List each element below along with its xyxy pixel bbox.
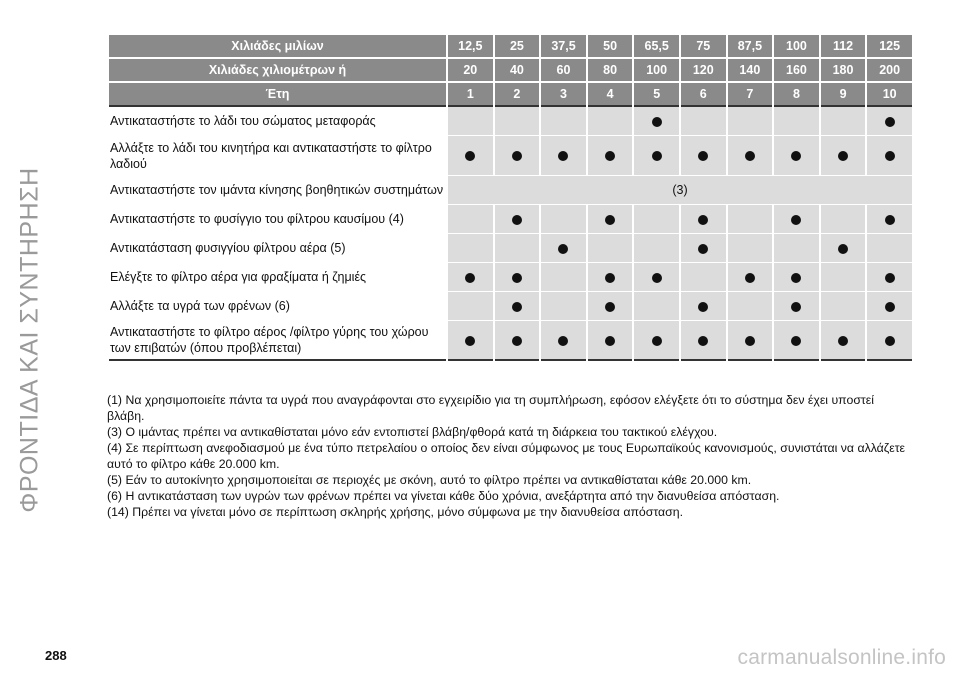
- header-interval-cell: 65,5: [634, 35, 679, 59]
- bullet-icon: [791, 151, 801, 161]
- interval-cell: [588, 263, 633, 292]
- interval-cell: [541, 234, 586, 263]
- header-interval-cell: 87,5: [728, 35, 773, 59]
- bullet-icon: [605, 302, 615, 312]
- bullet-icon: [512, 273, 522, 283]
- header-interval-cell: 3: [541, 83, 586, 107]
- header-interval-cell: 180: [821, 59, 866, 83]
- bullet-icon: [745, 273, 755, 283]
- footnotes: [107, 392, 907, 520]
- bullet-icon: [558, 336, 568, 346]
- bullet-icon: [652, 336, 662, 346]
- footnote: (4) Σε περίπτωση ανεφοδιασμού με ένα τύπο πετρελαίου ο οποίος δεν είναι σύμφωνος με τους Ευρωπαϊκούς κανονισμούς, συνιστάται να αλλάζετε αυτό το φίλτρο κάθε 20.000 km.: [107, 441, 906, 471]
- header-interval-cell: 75: [681, 35, 726, 59]
- interval-cell: [728, 205, 773, 234]
- header-interval-cell: 112: [821, 35, 866, 59]
- bullet-icon: [885, 336, 895, 346]
- bullet-icon: [558, 244, 568, 254]
- bullet-icon: [885, 273, 895, 283]
- bullet-icon: [558, 151, 568, 161]
- interval-cell: [448, 234, 493, 263]
- operation-label: Αλλάξτε το λάδι του κινητήρα και αντικαταστήστε το φίλτρο λαδιού: [109, 136, 446, 176]
- interval-cell: [495, 136, 540, 176]
- header-row: [109, 83, 912, 107]
- interval-cell: [495, 263, 540, 292]
- footnote: (14) Πρέπει να γίνεται μόνο σε περίπτωση σκληρής χρήσης, μόνο σύμφωνα με την διανυθείσα απόσταση.: [107, 505, 683, 519]
- interval-cell: [821, 292, 866, 321]
- header-interval-cell: 10: [867, 83, 912, 107]
- header-interval-cell: 9: [821, 83, 866, 107]
- footnote: (3) Ο ιμάντας πρέπει να αντικαθίσταται μόνο εάν εντοπιστεί βλάβη/φθορά κατά τη διάρκεια του τακτικού ελέγχου.: [107, 425, 718, 439]
- interval-cell: [681, 136, 726, 176]
- header-interval-cell: 6: [681, 83, 726, 107]
- interval-cell: [448, 107, 493, 136]
- header-interval-cell: 100: [634, 59, 679, 83]
- bullet-icon: [465, 273, 475, 283]
- bullet-icon: [838, 244, 848, 254]
- header-interval-cell: 25: [495, 35, 540, 59]
- interval-cell: [681, 263, 726, 292]
- interval-cell: [541, 292, 586, 321]
- table-row: [109, 263, 912, 292]
- header-interval-cell: 8: [774, 83, 819, 107]
- header-row: [109, 35, 912, 59]
- header-interval-cell: 20: [448, 59, 493, 83]
- interval-cell: [821, 321, 866, 361]
- interval-cell: [634, 321, 679, 361]
- interval-cell: [588, 205, 633, 234]
- interval-cell: [728, 292, 773, 321]
- interval-cell: [681, 321, 726, 361]
- interval-cell: [495, 205, 540, 234]
- bullet-icon: [605, 215, 615, 225]
- operation-label: Αντικαταστήστε το φίλτρο αέρος /φίλτρο γύρης του χώρου των επιβατών (όπου προβλέπεται): [109, 321, 446, 361]
- operation-label: Αντικαταστήστε το λάδι του σώματος μεταφοράς: [109, 107, 446, 136]
- header-interval-cell: 200: [867, 59, 912, 83]
- interval-cell: [495, 107, 540, 136]
- interval-cell: [541, 136, 586, 176]
- interval-cell: [541, 205, 586, 234]
- header-row: [109, 59, 912, 83]
- operation-label: Αντικατάσταση φυσιγγίου φίλτρου αέρα (5): [109, 234, 446, 263]
- bullet-icon: [698, 151, 708, 161]
- interval-cell: [774, 234, 819, 263]
- interval-cell: [728, 234, 773, 263]
- table-row: [109, 107, 912, 136]
- interval-cell: [448, 205, 493, 234]
- bullet-icon: [605, 273, 615, 283]
- bullet-icon: [512, 151, 522, 161]
- interval-cell: [867, 263, 912, 292]
- interval-cell: [728, 321, 773, 361]
- bullet-icon: [652, 151, 662, 161]
- interval-cell: [728, 107, 773, 136]
- header-interval-cell: 80: [588, 59, 633, 83]
- table-header: [109, 35, 912, 107]
- header-interval-cell: 5: [634, 83, 679, 107]
- table-row: [109, 292, 912, 321]
- footnote: (5) Εάν το αυτοκίνητο χρησιμοποιείται σε περιοχές με σκόνη, αυτό το φίλτρο πρέπει να αντικαθίσταται κάθε 20.000 km.: [107, 473, 752, 487]
- bullet-icon: [512, 302, 522, 312]
- interval-cell: [867, 321, 912, 361]
- section-side-title: ΦΡΟΝΤΙΔΑ ΚΑΙ ΣΥΝΤΗΡΗΣΗ: [15, 167, 44, 513]
- bullet-icon: [698, 302, 708, 312]
- header-interval-cell: 140: [728, 59, 773, 83]
- operation-label: Αλλάξτε τα υγρά των φρένων (6): [109, 292, 446, 321]
- bullet-icon: [652, 273, 662, 283]
- interval-cell: [681, 107, 726, 136]
- table-row: [109, 176, 912, 205]
- bullet-icon: [745, 336, 755, 346]
- interval-cell: [774, 292, 819, 321]
- interval-cell: [774, 205, 819, 234]
- interval-cell: [448, 263, 493, 292]
- interval-cell: [634, 292, 679, 321]
- header-interval-cell: 40: [495, 59, 540, 83]
- merged-note-cell: (3): [448, 176, 912, 205]
- table-row: [109, 321, 912, 361]
- header-interval-cell: 1: [448, 83, 493, 107]
- bullet-icon: [605, 151, 615, 161]
- footnote: (6) Η αντικατάσταση των υγρών των φρένων πρέπει να γίνεται κάθε δύο χρόνια, ανεξάρτητα από την διανυθείσα απόσταση.: [107, 489, 780, 503]
- bullet-icon: [838, 336, 848, 346]
- interval-cell: [588, 321, 633, 361]
- interval-cell: [821, 205, 866, 234]
- interval-cell: [495, 292, 540, 321]
- table-row: [109, 205, 912, 234]
- page-number: 288: [45, 648, 67, 663]
- interval-cell: [588, 292, 633, 321]
- bullet-icon: [465, 151, 475, 161]
- bullet-icon: [791, 336, 801, 346]
- interval-cell: [867, 107, 912, 136]
- interval-cell: [867, 136, 912, 176]
- bullet-icon: [838, 151, 848, 161]
- interval-cell: [774, 136, 819, 176]
- bullet-icon: [791, 302, 801, 312]
- header-interval-cell: 4: [588, 83, 633, 107]
- interval-cell: [728, 136, 773, 176]
- bullet-icon: [652, 117, 662, 127]
- header-interval-cell: 160: [774, 59, 819, 83]
- interval-cell: [681, 205, 726, 234]
- bullet-icon: [698, 215, 708, 225]
- header-interval-cell: 100: [774, 35, 819, 59]
- table-body: [109, 107, 912, 361]
- interval-cell: [867, 292, 912, 321]
- bullet-icon: [885, 117, 895, 127]
- bullet-icon: [885, 215, 895, 225]
- watermark-text: carmanualsonline.info: [737, 646, 946, 669]
- interval-cell: [541, 321, 586, 361]
- interval-cell: [588, 234, 633, 263]
- interval-cell: [495, 321, 540, 361]
- bullet-icon: [885, 151, 895, 161]
- interval-cell: [867, 205, 912, 234]
- interval-cell: [821, 107, 866, 136]
- interval-cell: [541, 263, 586, 292]
- bullet-icon: [465, 336, 475, 346]
- bullet-icon: [885, 302, 895, 312]
- header-interval-cell: 60: [541, 59, 586, 83]
- bullet-icon: [605, 336, 615, 346]
- interval-cell: [588, 136, 633, 176]
- interval-cell: [634, 263, 679, 292]
- interval-cell: [541, 107, 586, 136]
- interval-cell: [448, 321, 493, 361]
- header-interval-cell: 37,5: [541, 35, 586, 59]
- bullet-icon: [512, 336, 522, 346]
- interval-cell: [448, 292, 493, 321]
- interval-cell: [728, 263, 773, 292]
- interval-cell: [681, 234, 726, 263]
- header-label: Χιλιάδες μιλίων: [109, 35, 446, 59]
- interval-cell: [634, 107, 679, 136]
- table-row: [109, 234, 912, 263]
- interval-cell: [495, 234, 540, 263]
- operation-label: Αντικαταστήστε το φυσίγγιο του φίλτρου καυσίμου (4): [109, 205, 446, 234]
- interval-cell: [634, 234, 679, 263]
- bullet-icon: [791, 215, 801, 225]
- interval-cell: [448, 136, 493, 176]
- bullet-icon: [791, 273, 801, 283]
- header-interval-cell: 2: [495, 83, 540, 107]
- interval-cell: [681, 292, 726, 321]
- bullet-icon: [512, 215, 522, 225]
- header-interval-cell: 50: [588, 35, 633, 59]
- footnote: (1) Να χρησιμοποιείτε πάντα τα υγρά που αναγράφονται στο εγχειρίδιο για τη συμπλήρωση, εφόσον ελέγξετε ότι το σύστημα δεν έχει υποστεί βλάβη.: [107, 393, 874, 423]
- maintenance-schedule-table: [107, 35, 914, 361]
- interval-cell: [634, 205, 679, 234]
- table-row: [109, 136, 912, 176]
- interval-cell: [867, 234, 912, 263]
- header-interval-cell: 125: [867, 35, 912, 59]
- interval-cell: [821, 136, 866, 176]
- interval-cell: [774, 107, 819, 136]
- header-label: Έτη: [109, 83, 446, 107]
- interval-cell: [774, 263, 819, 292]
- bullet-icon: [698, 244, 708, 254]
- interval-cell: [588, 107, 633, 136]
- interval-cell: [821, 263, 866, 292]
- interval-cell: [774, 321, 819, 361]
- header-interval-cell: 12,5: [448, 35, 493, 59]
- bullet-icon: [745, 151, 755, 161]
- operation-label: Ελέγξτε το φίλτρο αέρα για φραξίματα ή ζημιές: [109, 263, 446, 292]
- interval-cell: [821, 234, 866, 263]
- bullet-icon: [698, 336, 708, 346]
- header-interval-cell: 7: [728, 83, 773, 107]
- operation-label: Αντικαταστήστε τον ιμάντα κίνησης βοηθητικών συστημάτων: [109, 176, 446, 205]
- header-interval-cell: 120: [681, 59, 726, 83]
- interval-cell: [634, 136, 679, 176]
- header-label: Χιλιάδες χιλιομέτρων ή: [109, 59, 446, 83]
